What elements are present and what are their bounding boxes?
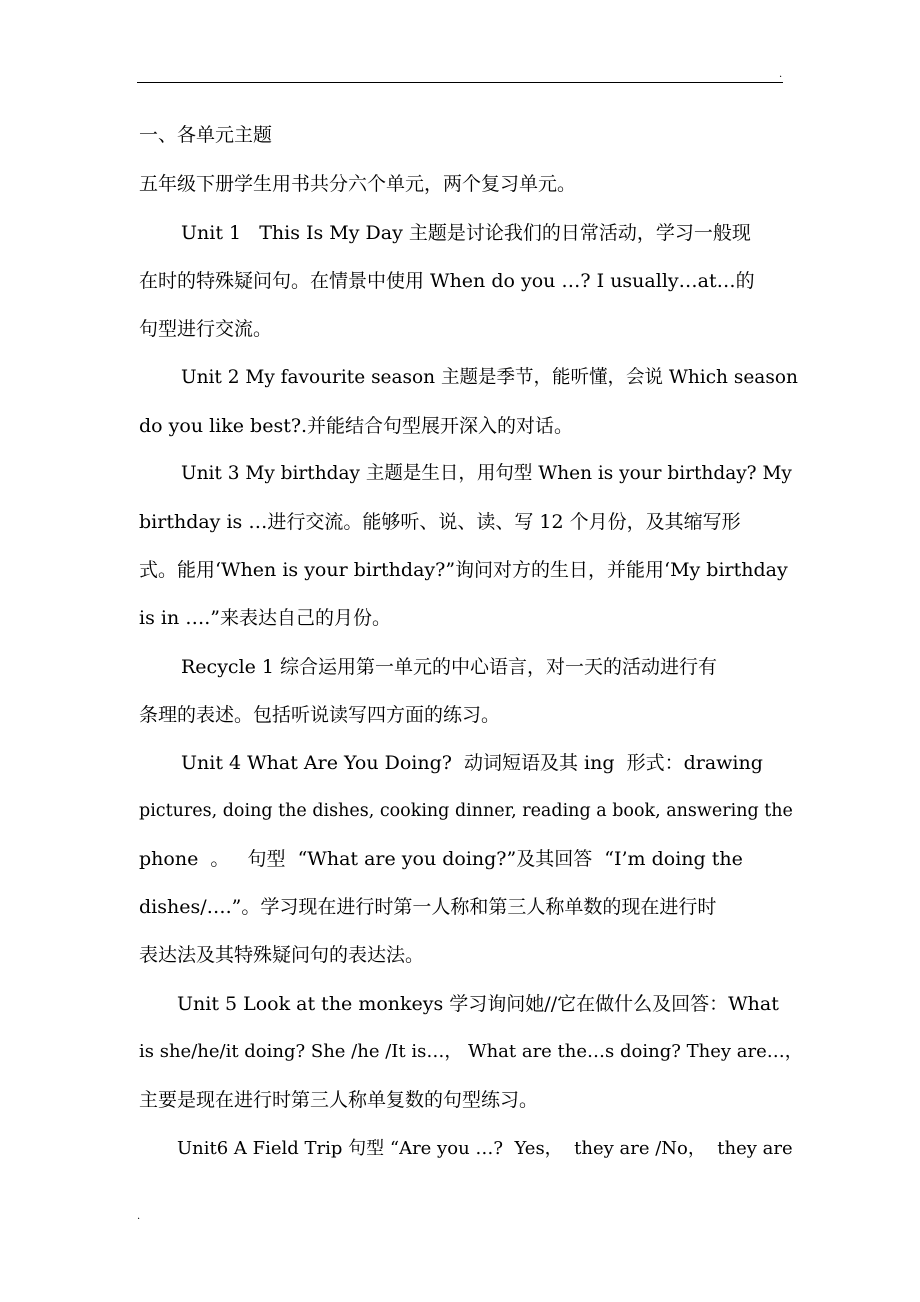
paragraph-line: is in ….”来表达自己的月份。 [139, 607, 391, 629]
footer-dot: . [137, 1211, 141, 1222]
paragraph-line: Unit6 A Field Trip 句型 “Are you …? Yes， they are /No， they are [177, 1138, 793, 1159]
header-rule [137, 82, 783, 83]
paragraph-line: 条理的表述。包括听说读写四方面的练习。 [139, 704, 501, 726]
paragraph-line: Unit 1 This Is My Day 主题是讨论我们的日常活动，学习一般现 [181, 222, 751, 244]
paragraph-line: Unit 5 Look at the monkeys 学习询问她//它在做什么及回答：What [177, 993, 779, 1015]
paragraph-line: 句型进行交流。 [139, 318, 273, 340]
paragraph-line: Unit 3 My birthday 主题是生日，用句型 When is your birthday? My [181, 463, 792, 484]
paragraph-line: 式。能用‘When is your birthday?”询问对方的生日，并能用‘My birthday [139, 559, 788, 581]
paragraph-line: do you like best?.并能结合句型展开深入的对话。 [139, 415, 574, 437]
paragraph-line: Unit 4 What Are You Doing? 动词短语及其 ing 形式：drawing [181, 752, 763, 774]
paragraph-line: 主要是现在进行时第三人称单复数的句型练习。 [139, 1089, 539, 1111]
paragraph-line: 五年级下册学生用书共分六个单元，两个复习单元。 [139, 173, 577, 195]
paragraph-line: Recycle 1 综合运用第一单元的中心语言，对一天的活动进行有 [181, 656, 718, 678]
header-dot: . [779, 69, 783, 80]
paragraph-line: dishes/….”。学习现在进行时第一人称和第三人称单数的现在进行时 [139, 896, 717, 918]
paragraph-line: Unit 2 My favourite season 主题是季节，能听懂，会说 Which season [181, 367, 798, 388]
paragraph-line: is she/he/it doing? She /he /It is…， What are the…s doing? They are…， [139, 1041, 803, 1062]
paragraph-line: birthday is …进行交流。能够听、说、读、写 12 个月份，及其缩写形 [139, 511, 741, 533]
section-heading: 一、各单元主题 [139, 124, 273, 146]
paragraph-line: 在时的特殊疑问句。在情景中使用 When do you …? I usually…at…的 [139, 270, 755, 292]
paragraph-line: phone 。 句型 “What are you doing?”及其回答 “I’m doing the [139, 848, 743, 870]
paragraph-line: 表达法及其特殊疑问句的表达法。 [139, 944, 425, 966]
paragraph-line: pictures, doing the dishes, cooking dinner, reading a book, answering the [139, 801, 793, 821]
